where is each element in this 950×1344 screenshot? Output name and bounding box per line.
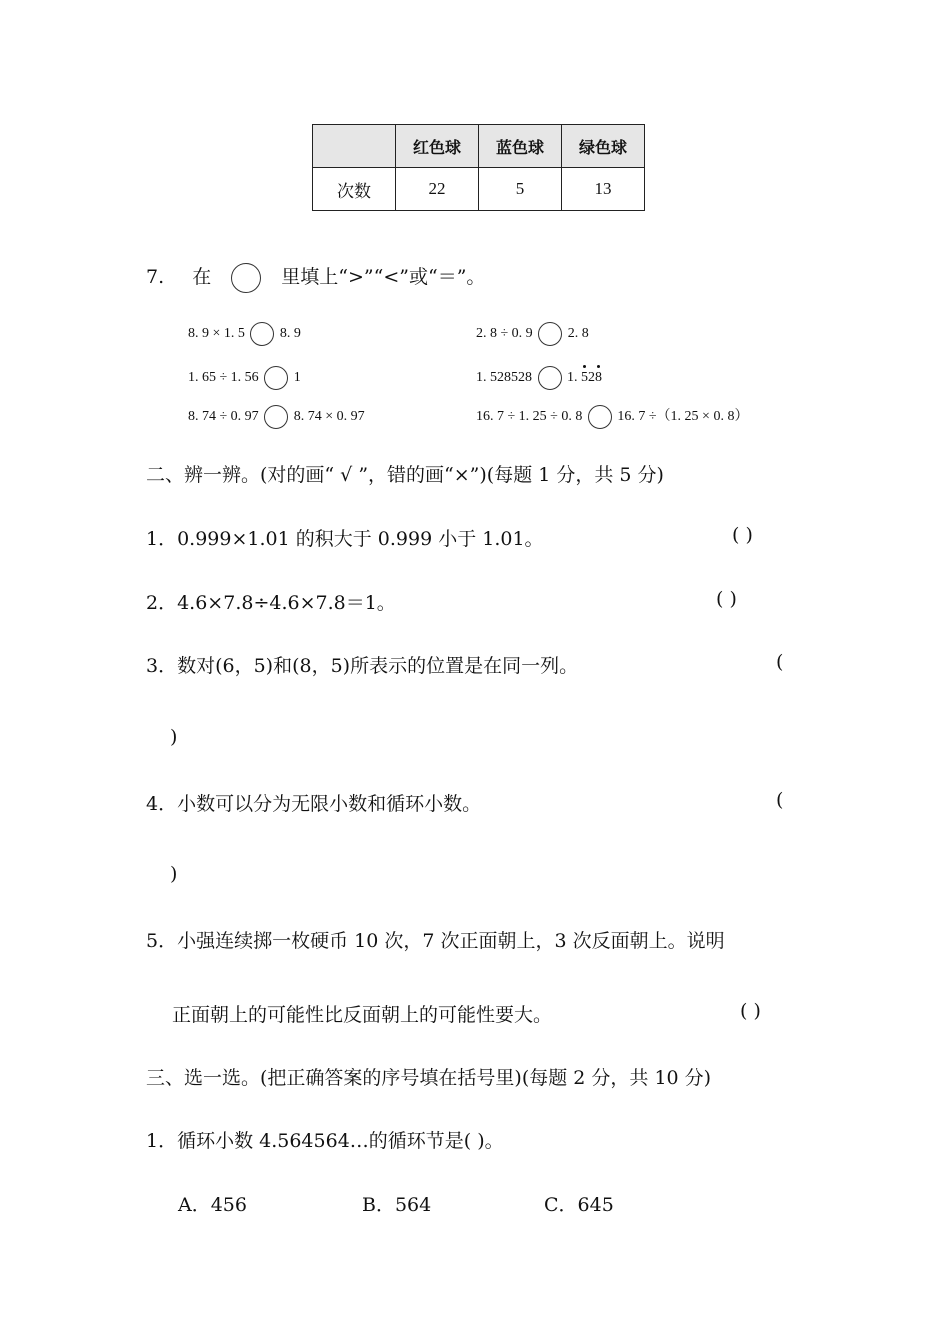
table-header-green: 绿色球 (562, 125, 645, 168)
table-header-blue: 蓝色球 (479, 125, 562, 168)
section-2-title: 二、辨一辨。(对的画“ √ ”，错的画“×”)(每题 1 分，共 5 分) (146, 464, 664, 486)
answer-paren-close[interactable]: ) (170, 726, 178, 748)
answer-circle[interactable] (538, 366, 562, 390)
repeating-digit: 5 (581, 370, 588, 386)
q7-post-text: 里填上“>”“<”或“＝”。 (281, 266, 486, 288)
table-row-label: 次数 (313, 168, 396, 211)
answer-paren-open[interactable]: ( (776, 651, 784, 673)
q7-item-3-left: 1. 65 ÷ 1. 56 (188, 370, 259, 386)
answer-circle[interactable] (538, 322, 562, 346)
q7-item-5-right: 8. 74 × 0. 97 (293, 409, 365, 425)
judge-q2: 2．4.6×7.8÷4.6×7.8＝1。 (146, 592, 396, 614)
option-c[interactable]: C．645 (544, 1194, 614, 1216)
section-3-title: 三、选一选。(把正确答案的序号填在括号里)(每题 2 分，共 10 分) (146, 1067, 712, 1089)
option-a[interactable]: A．456 (178, 1194, 247, 1216)
table-header-red: 红色球 (396, 125, 479, 168)
q7-item-2-right: 2. 8 (567, 326, 589, 342)
answer-paren[interactable]: ( ) (740, 1000, 761, 1022)
answer-circle[interactable] (250, 322, 274, 346)
q7-item-4-right-prefix: 1. (567, 370, 581, 386)
answer-circle[interactable] (264, 366, 288, 390)
q7-item-5 (188, 405, 365, 429)
table-row (313, 168, 645, 211)
q7-item-1-left: 8. 9 × 1. 5 (188, 326, 245, 342)
compare-circle-sample (231, 263, 261, 293)
q7-item-6 (476, 405, 748, 429)
q7-item-1 (188, 322, 301, 346)
judge-q5-line1: 5．小强连续掷一枚硬币 10 次，7 次正面朝上，3 次反面朝上。说明 (146, 930, 725, 952)
q7-heading (146, 262, 485, 293)
answer-paren[interactable]: ( ) (716, 588, 737, 610)
answer-paren[interactable]: ( ) (732, 524, 753, 546)
q7-item-3-right: 1 (293, 370, 301, 386)
judge-q1: 1．0.999×1.01 的积大于 0.999 小于 1.01。 (146, 528, 544, 550)
q7-item-6-right: 16. 7 ÷（1. 25 × 0. 8） (617, 409, 749, 425)
table-cell-green: 13 (562, 168, 645, 211)
q7-item-1-right: 8. 9 (279, 326, 301, 342)
q7-item-2-left: 2. 8 ÷ 0. 9 (476, 326, 533, 342)
answer-circle[interactable] (264, 405, 288, 429)
q7-item-4-left: 1. 528528 (476, 370, 532, 386)
q7-number: 7. (146, 266, 165, 288)
answer-paren-close[interactable]: ) (170, 863, 178, 885)
option-b[interactable]: B．564 (362, 1194, 432, 1216)
q7-item-3 (188, 366, 301, 390)
table-cell-red: 22 (396, 168, 479, 211)
q7-pre-text: 在 (192, 266, 212, 288)
judge-q3: 3．数对(6，5)和(8，5)所表示的位置是在同一列。 (146, 655, 579, 677)
q7-item-6-left: 16. 7 ÷ 1. 25 ÷ 0. 8 (476, 409, 583, 425)
table-header-row (313, 125, 645, 168)
ball-count-table (312, 124, 645, 211)
table-cell-blue: 5 (479, 168, 562, 211)
q7-item-2 (476, 322, 589, 346)
judge-q5-line2: 正面朝上的可能性比反面朝上的可能性要大。 (172, 1004, 553, 1026)
answer-circle[interactable] (588, 405, 612, 429)
choice-q1: 1．循环小数 4.564564…的循环节是( )。 (146, 1130, 504, 1152)
repeating-digit-middle: 2 (588, 370, 595, 386)
q7-item-5-left: 8. 74 ÷ 0. 97 (188, 409, 259, 425)
repeating-digit: 8 (595, 370, 602, 386)
table-corner-cell (313, 125, 396, 168)
q7-item-4 (476, 366, 602, 390)
judge-q4: 4．小数可以分为无限小数和循环小数。 (146, 793, 482, 815)
answer-paren-open[interactable]: ( (776, 789, 784, 811)
